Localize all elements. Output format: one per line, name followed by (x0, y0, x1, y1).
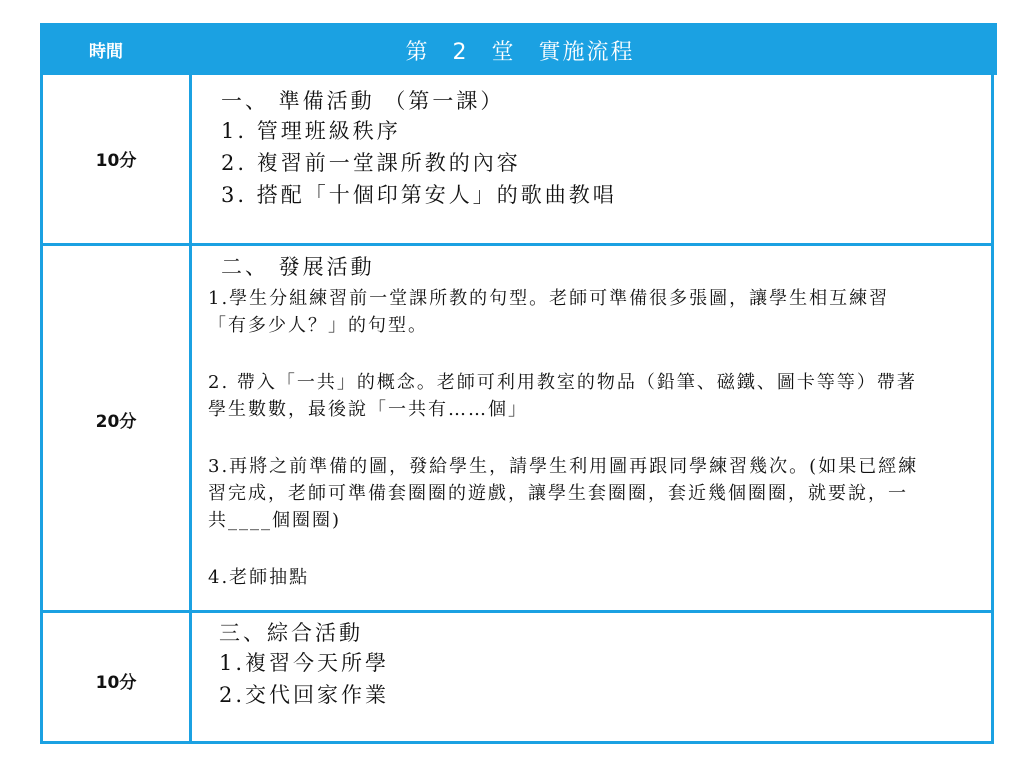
paragraph: 3.再將之前準備的圖，發給學生，請學生利用圖再跟同學練習幾次。(如果已經練習完成，老師可準備套圈圈的遊戲，讓學生套圈圈，套近幾個圈圈，就要說，一共____個圈圈) (208, 456, 919, 531)
list-item: 2. 複習前一堂課所教的內容 (221, 151, 521, 175)
section-title: 一、 準備活動 （第一課） (221, 89, 505, 113)
paragraph: 2. 帶入「一共」的概念。老師可利用教室的物品（鉛筆、磁鐵、圖卡等等）帶著學生數數，最後說「一共有……個」 (208, 372, 917, 420)
list-item: 1. 管理班級秩序 (221, 119, 401, 143)
paragraph: 1.學生分組練習前一堂課所教的句型。老師可準備很多張圖，讓學生相互練習「有多少人？」的句型。 (208, 288, 890, 336)
column-divider (189, 75, 192, 744)
header-time-label: 時間 (89, 42, 123, 62)
row-time-development: 20分 (95, 412, 137, 432)
list-item: 2.交代回家作業 (219, 683, 390, 707)
row-divider (43, 610, 994, 613)
row-time-preparation: 10分 (95, 151, 137, 171)
row-divider (43, 243, 994, 246)
section-title: 二、 發展活動 (221, 255, 375, 279)
row-time-synthesis: 10分 (95, 673, 137, 693)
paragraph: 4.老師抽點 (208, 567, 310, 588)
table-header (40, 23, 997, 75)
lesson-plan-table (40, 23, 994, 744)
row-content-synthesis (203, 617, 983, 711)
row-content-development (203, 251, 923, 591)
section-title: 三、綜合活動 (219, 621, 363, 645)
row-content-preparation (203, 85, 983, 211)
list-item: 3. 搭配「十個印第安人」的歌曲教唱 (221, 183, 617, 207)
header-title: 第 2 堂 實施流程 (405, 40, 635, 65)
list-item: 1.複習今天所學 (219, 651, 390, 675)
